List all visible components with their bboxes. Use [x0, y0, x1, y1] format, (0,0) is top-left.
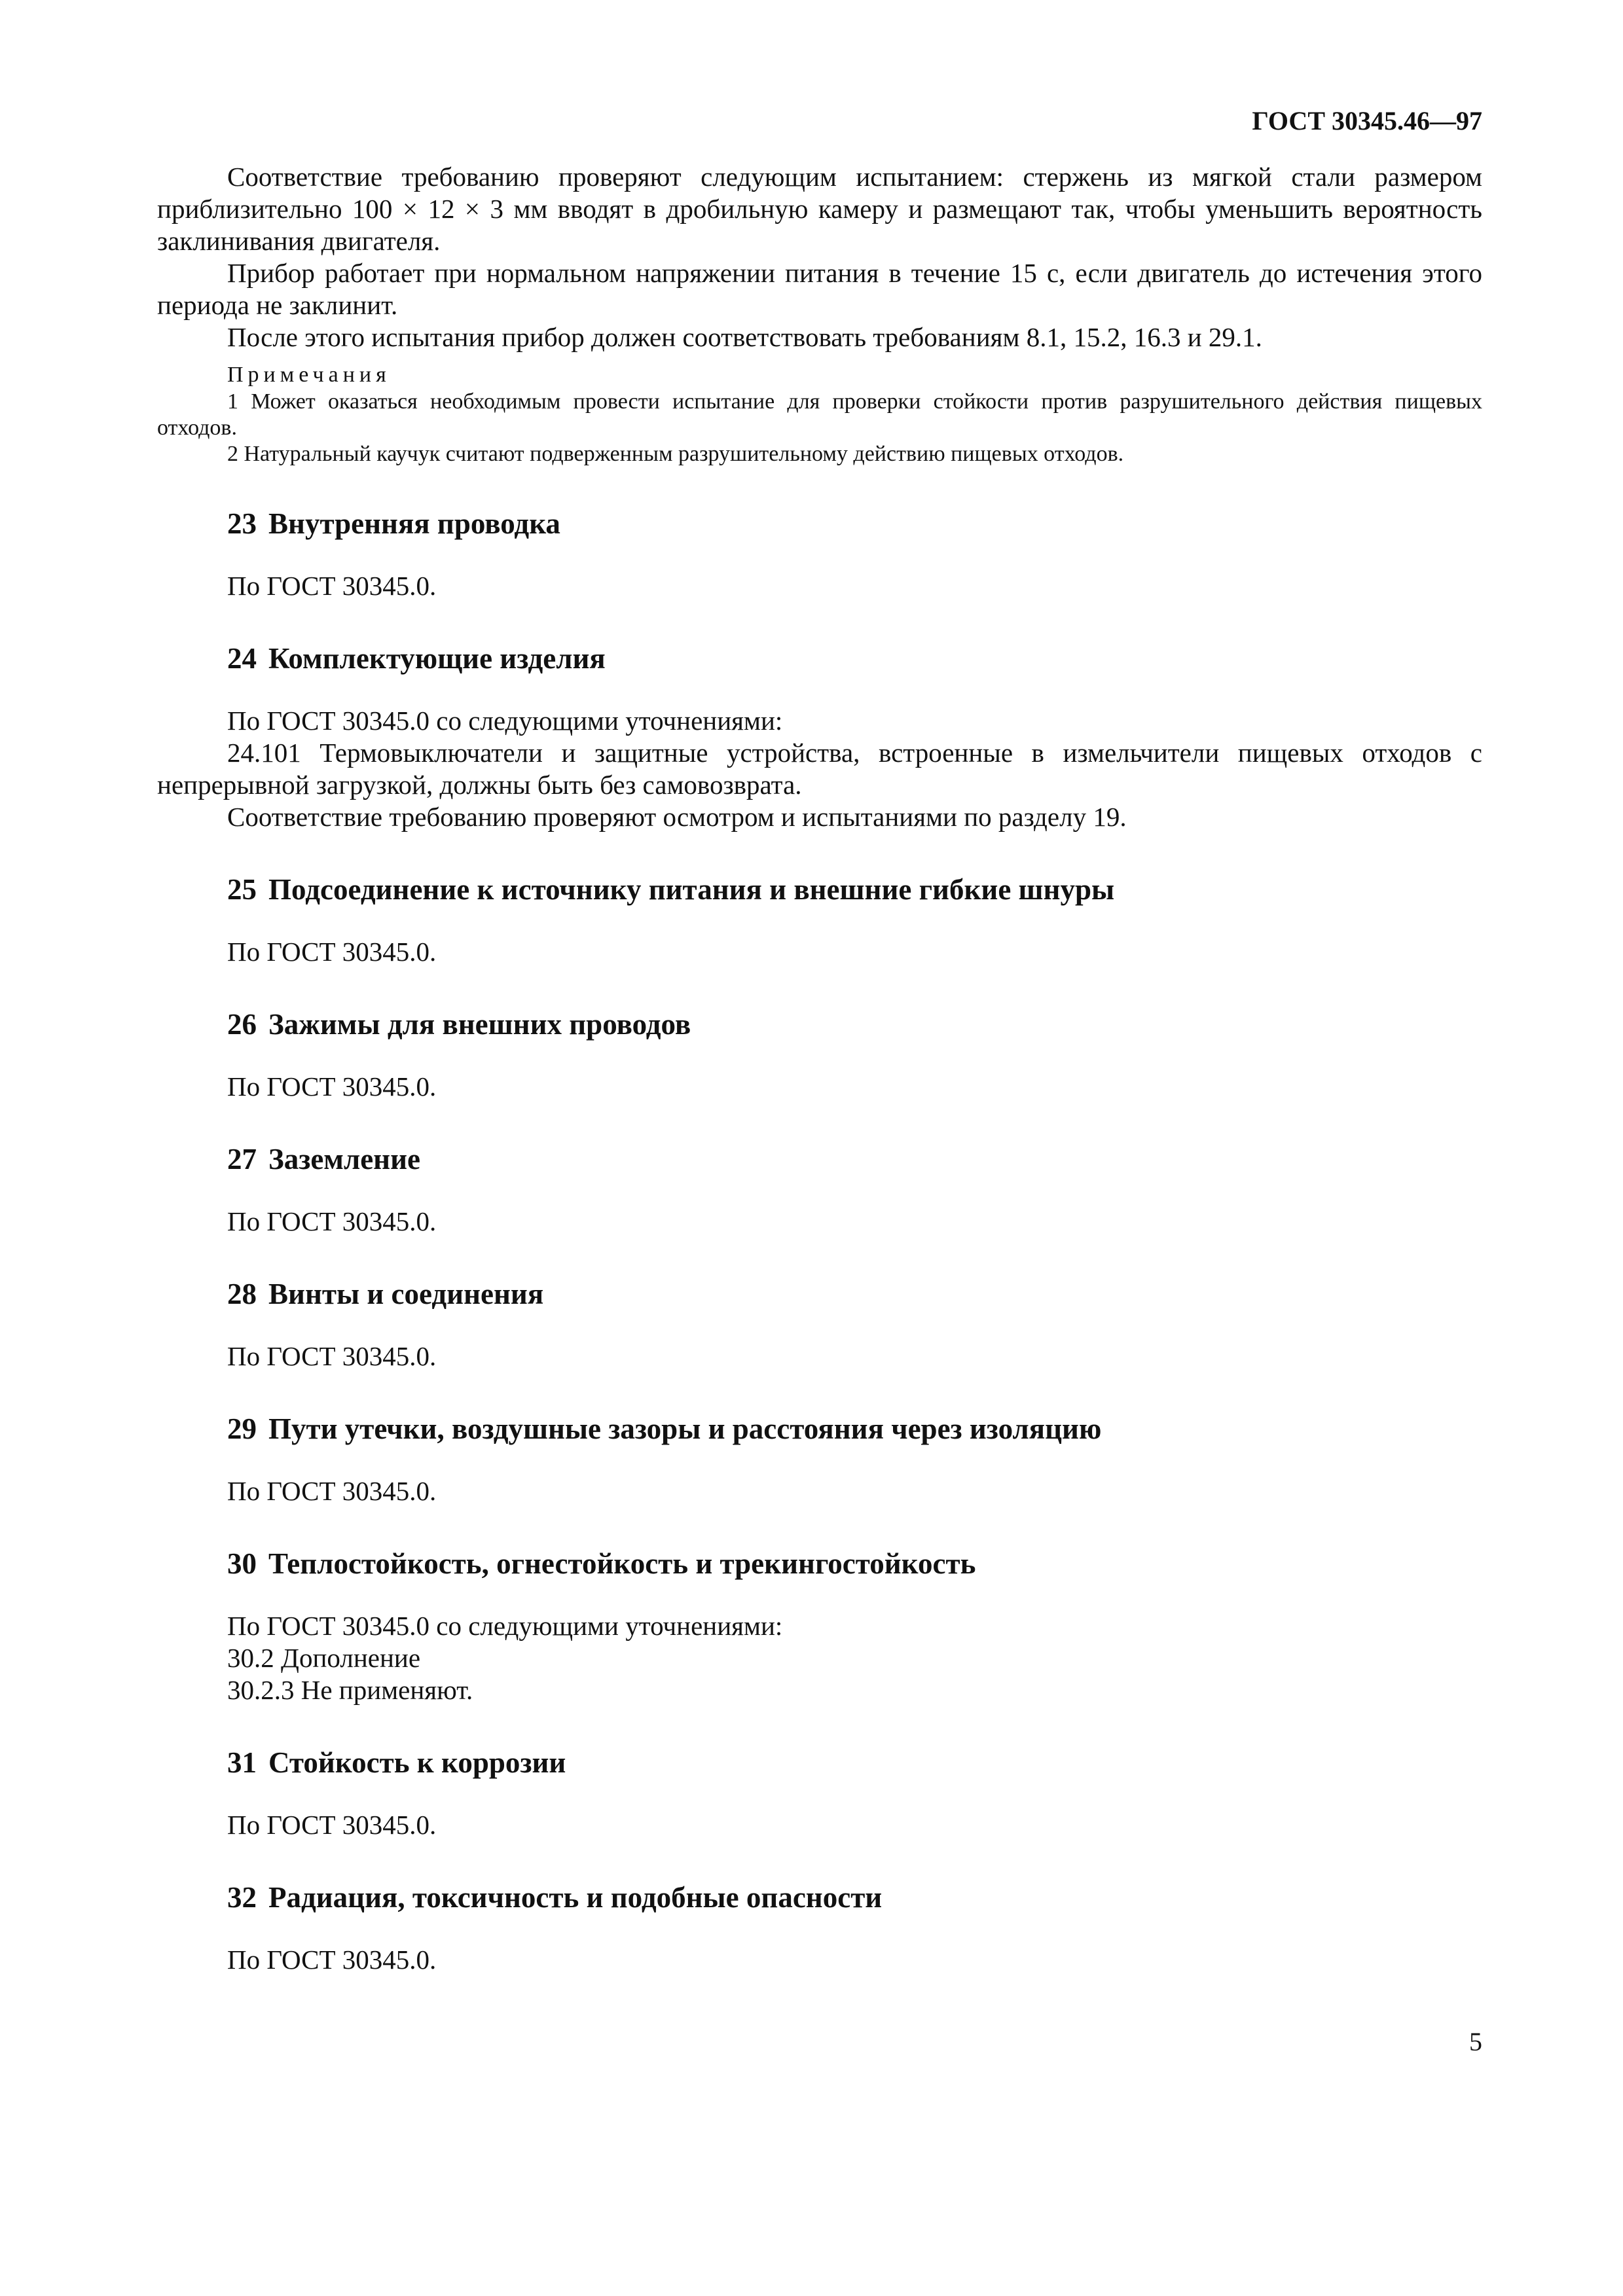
section-body: По ГОСТ 30345.0. — [227, 571, 437, 601]
section-body: 30.2 Дополнение — [227, 1643, 421, 1673]
section-23 — [157, 505, 1482, 602]
section-number: 30 — [227, 1547, 257, 1580]
section-number: 31 — [227, 1746, 257, 1779]
section-title-text: Внутренняя проводка — [268, 507, 560, 540]
document-page — [157, 105, 1482, 1976]
section-24 — [157, 640, 1482, 833]
section-heading — [157, 1276, 1482, 1312]
notes-block — [157, 361, 1482, 467]
section-number: 27 — [227, 1143, 257, 1175]
section-number: 26 — [227, 1008, 257, 1041]
section-number: 32 — [227, 1881, 257, 1914]
section-title-text: Заземление — [268, 1143, 421, 1175]
section-29 — [157, 1410, 1482, 1507]
section-heading — [157, 640, 1482, 677]
section-body: 24.101 Термовыключатели и защитные устройства, встроенные в измельчители пищевых отходов с непрерывной загрузкой, должны быть без самовозврата. — [157, 738, 1482, 800]
section-number: 29 — [227, 1412, 257, 1445]
section-title-text: Теплостойкость, огнестойкость и трекингостойкость — [268, 1547, 976, 1580]
notes-title: Примечания — [227, 363, 391, 387]
section-heading — [157, 1410, 1482, 1447]
section-number: 28 — [227, 1278, 257, 1310]
section-body: По ГОСТ 30345.0. — [227, 1071, 437, 1102]
section-body: По ГОСТ 30345.0. — [227, 1810, 437, 1840]
section-title-text: Пути утечки, воздушные зазоры и расстояния через изоляцию — [268, 1412, 1102, 1445]
section-title-text: Подсоединение к источнику питания и внешние гибкие шнуры — [268, 873, 1115, 906]
section-title-text: Зажимы для внешних проводов — [268, 1008, 691, 1041]
intro-paragraph-1: Соответствие требованию проверяют следующим испытанием: стержень из мягкой стали размером приблизительно 100 × 12 × 3 мм вводят в дробильную камеру и размещают так, чтобы уменьшить вероятность заклинивания двигателя. — [157, 162, 1482, 256]
intro-paragraph-2: Прибор работает при нормальном напряжении питания в течение 15 с, если двигатель до истечения этого периода не заклинит. — [157, 258, 1482, 320]
section-number: 24 — [227, 642, 257, 675]
section-title-text: Радиация, токсичность и подобные опасности — [268, 1881, 883, 1914]
section-body: По ГОСТ 30345.0 со следующими уточнениями: — [227, 706, 783, 736]
section-heading — [157, 1006, 1482, 1043]
section-body: 30.2.3 Не применяют. — [227, 1675, 473, 1705]
section-31 — [157, 1744, 1482, 1841]
document-header: ГОСТ 30345.46—97 — [1252, 106, 1482, 135]
section-27 — [157, 1141, 1482, 1238]
section-heading — [157, 1545, 1482, 1582]
section-title-text: Комплектующие изделия — [268, 642, 606, 675]
section-body: По ГОСТ 30345.0. — [227, 1341, 437, 1371]
section-25 — [157, 871, 1482, 968]
page-number: 5 — [1469, 2027, 1482, 2056]
section-heading — [157, 1141, 1482, 1177]
section-heading — [157, 505, 1482, 542]
section-body: По ГОСТ 30345.0. — [227, 1206, 437, 1236]
section-30 — [157, 1545, 1482, 1706]
section-body: Соответствие требованию проверяют осмотром и испытаниями по разделу 19. — [227, 802, 1127, 832]
section-number: 23 — [227, 507, 257, 540]
note-2: 2 Натуральный каучук считают подверженным разрушительному действию пищевых отходов. — [227, 442, 1124, 466]
section-title-text: Стойкость к коррозии — [268, 1746, 566, 1779]
section-title-text: Винты и соединения — [268, 1278, 544, 1310]
note-1: 1 Может оказаться необходимым провести испытание для проверки стойкости против разрушительного действия пищевых отходов. — [157, 389, 1482, 440]
section-number: 25 — [227, 873, 257, 906]
section-26 — [157, 1006, 1482, 1103]
intro-paragraph-3: После этого испытания прибор должен соответствовать требованиям 8.1, 15.2, 16.3 и 29.1. — [227, 322, 1262, 352]
section-32 — [157, 1879, 1482, 1976]
section-body: По ГОСТ 30345.0. — [227, 1476, 437, 1506]
section-heading — [157, 871, 1482, 908]
section-28 — [157, 1276, 1482, 1372]
section-heading — [157, 1744, 1482, 1781]
section-body: По ГОСТ 30345.0 со следующими уточнениями: — [227, 1611, 783, 1641]
section-body: По ГОСТ 30345.0. — [227, 937, 437, 967]
section-body: По ГОСТ 30345.0. — [227, 1945, 437, 1975]
section-heading — [157, 1879, 1482, 1916]
